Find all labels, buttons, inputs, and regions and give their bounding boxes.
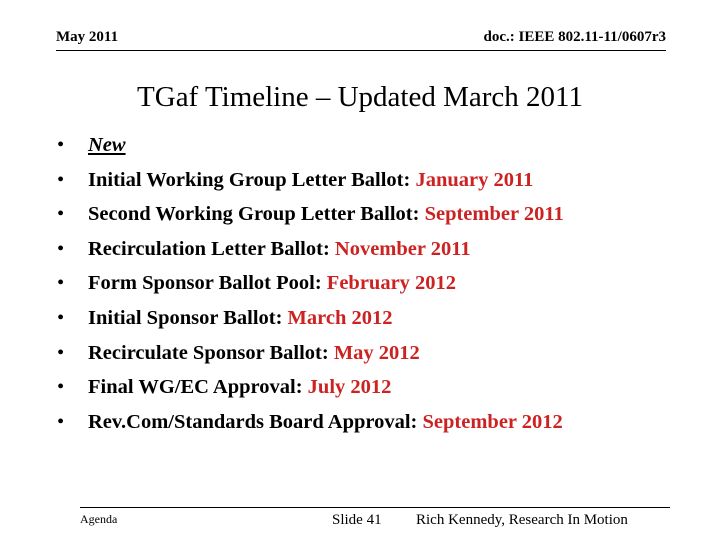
bullet-icon: • [57,376,65,399]
footer-slide-number: Slide 41 [332,512,382,528]
slide-title: TGaf Timeline – Updated March 2011 [137,81,583,113]
bullet-icon: • [57,203,65,226]
header-doc-id: doc.: IEEE 802.11-11/0607r3 [483,29,666,45]
bullet-date: January 2011 [415,168,534,191]
bullet-icon: • [57,168,65,191]
bullet-date: March 2012 [287,306,393,329]
bullet-label: Second Working Group Letter Ballot: September 2011 [88,203,564,226]
footer-agenda: Agenda [80,512,118,526]
bullet-date: July 2012 [307,376,392,399]
bullet-item [57,203,564,238]
bullet-icon: • [57,306,65,329]
bullet-item [57,342,564,377]
footer-rule [80,507,670,508]
bullet-date: September 2011 [424,203,564,226]
bullet-date: September 2012 [422,410,563,433]
bullet-item [57,411,564,446]
bullet-label: Form Sponsor Ballot Pool: February 2012 [88,272,457,295]
bullet-list [57,134,564,445]
bullet-icon: • [57,410,65,433]
bullet-icon: • [57,134,65,156]
bullet-icon: • [57,341,65,364]
bullet-label: New [88,134,126,156]
bullet-item [57,307,564,342]
bullet-date: May 2012 [333,341,420,364]
header-date: May 2011 [56,29,119,45]
bullet-label: Initial Working Group Letter Ballot: January 2011 [88,168,534,191]
bullet-label: Recirculation Letter Ballot: November 2011 [88,237,471,260]
bullet-icon: • [57,272,65,295]
bullet-date: November 2011 [334,237,471,260]
header-rule [56,50,666,51]
bullet-label: Rev.Com/Standards Board Approval: September 2012 [88,410,563,433]
bullet-item-new [57,134,564,169]
bullet-date: February 2012 [326,272,457,295]
bullet-label: Final WG/EC Approval: July 2012 [88,376,392,399]
bullet-label: Initial Sponsor Ballot: March 2012 [88,306,393,329]
footer-author: Rich Kennedy, Research In Motion [416,512,628,528]
bullet-item [57,238,564,273]
bullet-icon: • [57,237,65,260]
bullet-item [57,169,564,204]
bullet-label: Recirculate Sponsor Ballot: May 2012 [88,341,420,364]
bullet-item [57,272,564,307]
bullet-item [57,376,564,411]
